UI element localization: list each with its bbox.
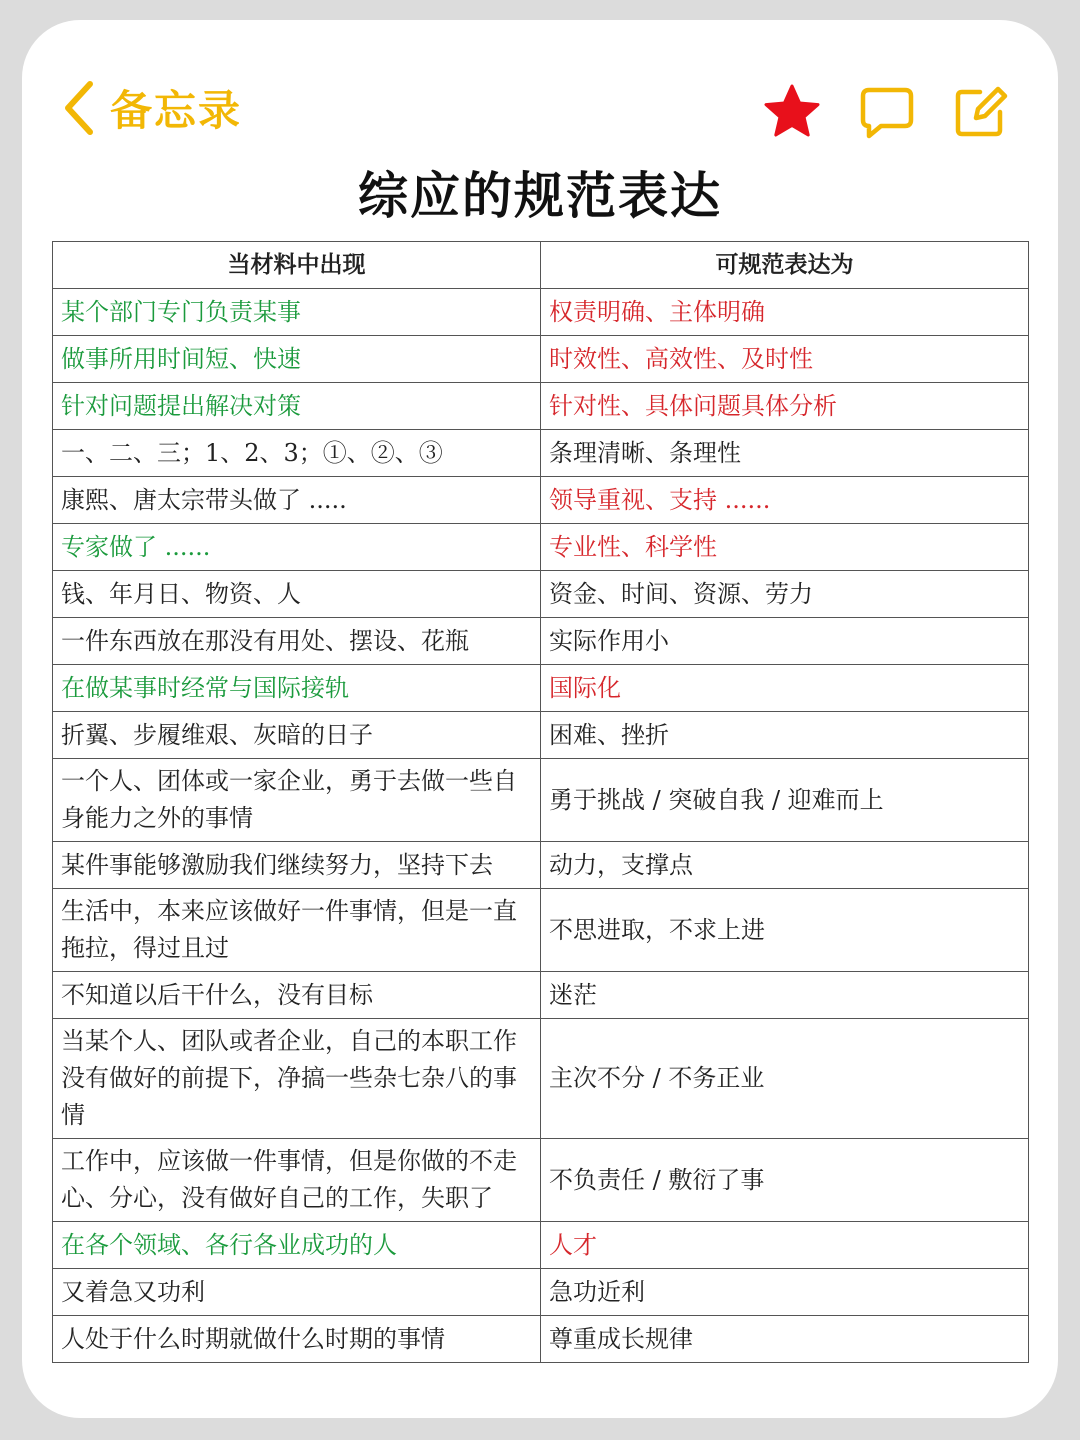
- material-cell: 人处于什么时期就做什么时期的事情: [53, 1316, 541, 1363]
- back-label: 备忘录: [110, 86, 243, 135]
- table-row: [53, 1139, 1029, 1222]
- expression-cell: 针对性、具体问题具体分析: [541, 383, 1029, 430]
- material-cell: 不知道以后干什么，没有目标: [53, 972, 541, 1019]
- table-row: [53, 430, 1029, 477]
- table-row: [53, 524, 1029, 571]
- column-header-material: 当材料中出现: [53, 242, 541, 289]
- material-cell: 一件东西放在那没有用处、摆设、花瓶: [53, 618, 541, 665]
- table-row: [53, 477, 1029, 524]
- table-row: [53, 1269, 1029, 1316]
- material-cell: 工作中，应该做一件事情，但是你做的不走心、分心，没有做好自己的工作，失职了: [53, 1139, 541, 1222]
- table-row: [53, 665, 1029, 712]
- expression-table: [52, 241, 1029, 1363]
- top-bar: [22, 20, 1058, 170]
- column-header-expression: 可规范表达为: [541, 242, 1029, 289]
- material-cell: 又着急又功利: [53, 1269, 541, 1316]
- expression-cell: 条理清晰、条理性: [541, 430, 1029, 477]
- expression-cell: 不负责任 / 敷衍了事: [541, 1139, 1029, 1222]
- table-row: [53, 1316, 1029, 1363]
- material-cell: 在做某事时经常与国际接轨: [53, 665, 541, 712]
- edit-icon[interactable]: [950, 82, 1010, 142]
- expression-cell: 资金、时间、资源、劳力: [541, 571, 1029, 618]
- material-cell: 某件事能够激励我们继续努力，坚持下去: [53, 842, 541, 889]
- table-row: [53, 842, 1029, 889]
- expression-cell: 人才: [541, 1222, 1029, 1269]
- back-button[interactable]: [62, 78, 242, 138]
- expression-cell: 实际作用小: [541, 618, 1029, 665]
- material-cell: 做事所用时间短、快速: [53, 336, 541, 383]
- expression-cell: 时效性、高效性、及时性: [541, 336, 1029, 383]
- table-row: [53, 759, 1029, 842]
- material-cell: 当某个人、团队或者企业，自己的本职工作没有做好的前提下，净搞一些杂七杂八的事情: [53, 1019, 541, 1139]
- expression-cell: 勇于挑战 / 突破自我 / 迎难而上: [541, 759, 1029, 842]
- chevron-left-icon: [62, 80, 96, 136]
- table-row: [53, 383, 1029, 430]
- expression-cell: 领导重视、支持 ......: [541, 477, 1029, 524]
- table-row: [53, 712, 1029, 759]
- material-cell: 在各个领域、各行各业成功的人: [53, 1222, 541, 1269]
- table-row: [53, 972, 1029, 1019]
- page-title: 综应的规范表达: [358, 166, 722, 225]
- table-row: [53, 571, 1029, 618]
- material-cell: 针对问题提出解决对策: [53, 383, 541, 430]
- table-row: [53, 336, 1029, 383]
- table-row: [53, 889, 1029, 972]
- expression-cell: 专业性、科学性: [541, 524, 1029, 571]
- material-cell: 钱、年月日、物资、人: [53, 571, 541, 618]
- material-cell: 折翼、步履维艰、灰暗的日子: [53, 712, 541, 759]
- note-card: [22, 20, 1058, 1418]
- expression-cell: 不思进取，不求上进: [541, 889, 1029, 972]
- expression-cell: 动力，支撑点: [541, 842, 1029, 889]
- table-body: [53, 289, 1029, 1363]
- material-cell: 专家做了 ......: [53, 524, 541, 571]
- expression-cell: 急功近利: [541, 1269, 1029, 1316]
- material-cell: 康熙、唐太宗带头做了 .....: [53, 477, 541, 524]
- table-row: [53, 1019, 1029, 1139]
- table-header-row: [53, 242, 1029, 289]
- expression-cell: 困难、挫折: [541, 712, 1029, 759]
- material-cell: 一、二、三；1、2、3；①、②、③: [53, 430, 541, 477]
- material-cell: 一个人、团体或一家企业，勇于去做一些自身能力之外的事情: [53, 759, 541, 842]
- table-row: [53, 289, 1029, 336]
- expression-cell: 权责明确、主体明确: [541, 289, 1029, 336]
- material-cell: 某个部门专门负责某事: [53, 289, 541, 336]
- comment-icon[interactable]: [857, 82, 917, 142]
- star-icon[interactable]: [762, 82, 822, 142]
- expression-cell: 国际化: [541, 665, 1029, 712]
- table-row: [53, 1222, 1029, 1269]
- expression-cell: 尊重成长规律: [541, 1316, 1029, 1363]
- material-cell: 生活中，本来应该做好一件事情，但是一直拖拉，得过且过: [53, 889, 541, 972]
- table-row: [53, 618, 1029, 665]
- expression-cell: 主次不分 / 不务正业: [541, 1019, 1029, 1139]
- expression-cell: 迷茫: [541, 972, 1029, 1019]
